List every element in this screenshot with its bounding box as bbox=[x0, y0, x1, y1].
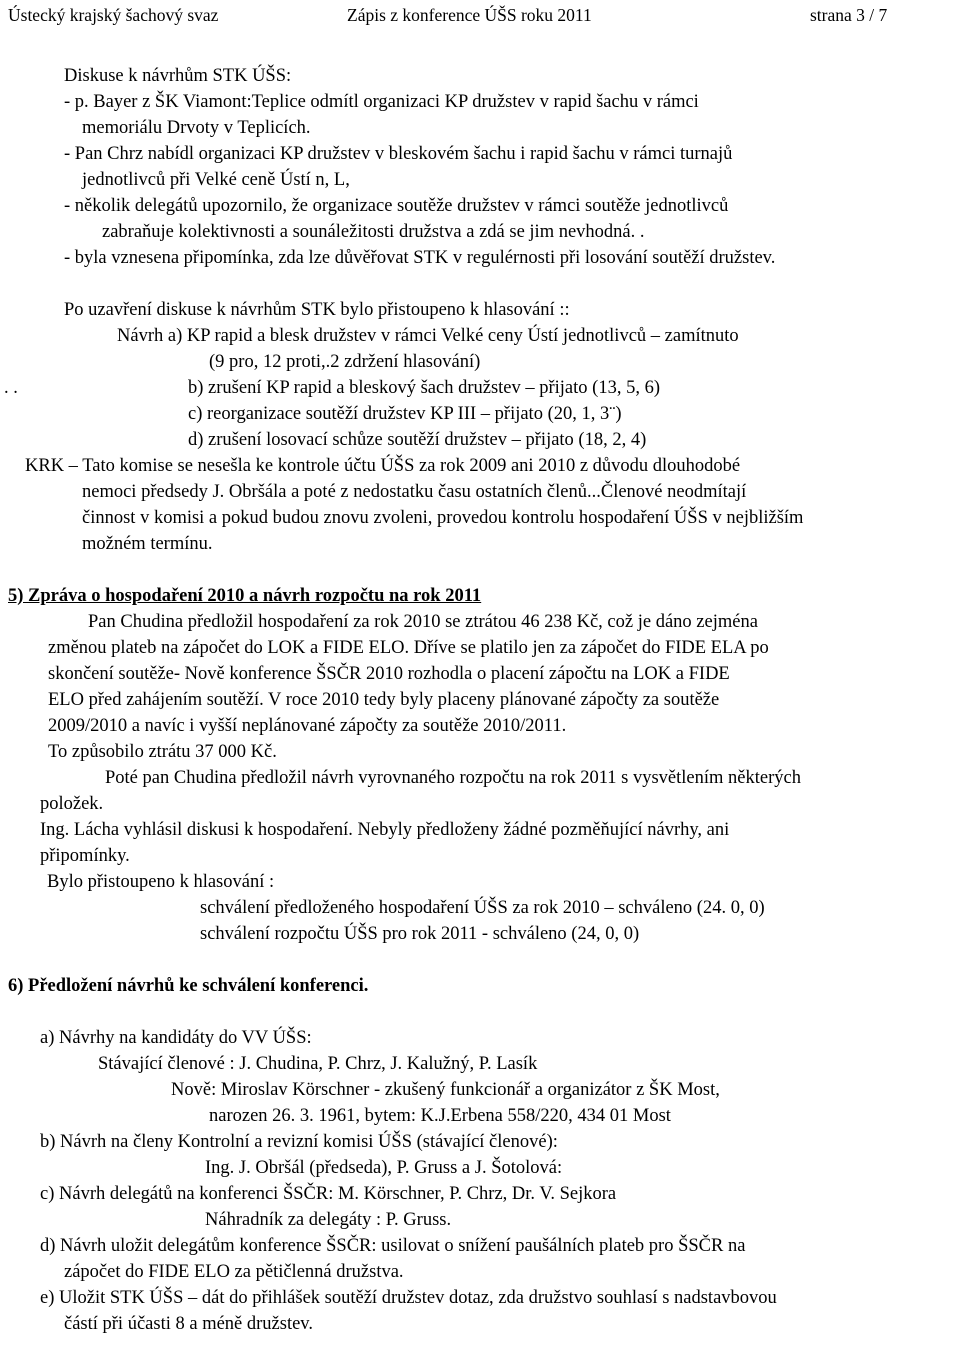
vote-item-cont: (9 pro, 12 proti,.2 zdržení hlasování) bbox=[209, 352, 481, 372]
discussion-item: - byla vznesena připomínka, zda lze důvěřovat STK v regulérnosti při losování soutěží družstev. bbox=[64, 248, 776, 268]
discussion-item-cont: memoriálu Drvoty v Teplicích. bbox=[82, 118, 311, 138]
section-6-item-cont: Stávající členové : J. Chudina, P. Chrz, J. Kalužný, P. Lasík bbox=[98, 1054, 538, 1074]
discussion-heading: Diskuse k návrhům STK ÚŠS: bbox=[64, 66, 292, 86]
section-6-item: a) Návrhy na kandidáty do VV ÚŠS: bbox=[40, 1028, 312, 1048]
krk-paragraph-cont: činnost v komisi a pokud budou znovu zvoleni, provedou kontrolu hospodaření ÚŠS v nejbližším bbox=[82, 508, 804, 528]
section-6-item-cont: Ing. J. Obršál (předseda), P. Gruss a J. Šotolová: bbox=[205, 1158, 563, 1178]
vote-item: Návrh a) KP rapid a blesk družstev v rámci Velké ceny Ústí jednotlivců – zamítnuto bbox=[117, 326, 739, 346]
header-title: Zápis z konference ÚŠS roku 2011 bbox=[347, 5, 592, 25]
section-6-heading: 6) Předložení návrhů ke schválení konferenci. bbox=[8, 976, 369, 996]
discussion-item-cont: jednotlivců při Velké ceně Ústí n, L, bbox=[82, 170, 350, 190]
section-6-item: e) Uložit STK ÚŠS – dát do přihlášek soutěží družstev dotaz, zda družstvo souhlasí s nadstavbovou bbox=[40, 1288, 777, 1308]
section-5-text: změnou plateb na zápočet do LOK a FIDE ELO. Dříve se platilo jen za zápočet do FIDE ELA po bbox=[48, 638, 769, 658]
section-5-text: Poté pan Chudina předložil návrh vyrovnaného rozpočtu na rok 2011 s vysvětlením některých bbox=[105, 768, 801, 788]
vote-item: c) reorganizace soutěží družstev KP III – přijato (20, 1, 3¨) bbox=[188, 404, 622, 424]
section-5-text: 2009/2010 a navíc i vyšší neplánované zápočty za soutěže 2010/2011. bbox=[48, 716, 567, 736]
section-5-text: ELO před zahájením soutěží. V roce 2010 tedy byly placeny plánované zápočty za soutěže bbox=[48, 690, 720, 710]
vote-item: d) zrušení losovací schůze soutěží družstev – přijato (18, 2, 4) bbox=[188, 430, 647, 450]
discussion-item: - Pan Chrz nabídl organizaci KP družstev v bleskovém šachu i rapid šachu v rámci turnajů bbox=[64, 144, 733, 164]
stray-dots: . . bbox=[4, 378, 18, 398]
header-page-number: strana 3 / 7 bbox=[810, 5, 888, 25]
section-5-text: připomínky. bbox=[40, 846, 130, 866]
section-6-item: c) Návrh delegátů na konferenci ŠSČR: M. Körschner, P. Chrz, Dr. V. Sejkora bbox=[40, 1184, 617, 1204]
section-5-vote-item: schválení rozpočtu ÚŠS pro rok 2011 - schváleno (24, 0, 0) bbox=[200, 924, 640, 944]
section-5-heading: 5) Zpráva o hospodaření 2010 a návrh rozpočtu na rok 2011 bbox=[8, 586, 482, 606]
section-6-item-cont: Náhradník za delegáty : P. Gruss. bbox=[205, 1210, 452, 1230]
section-5-text: skončení soutěže- Nově konference ŠSČR 2010 rozhodla o placení zápočtu na LOK a FIDE bbox=[48, 664, 730, 684]
section-6-item: d) Návrh uložit delegátům konference ŠSČR: usilovat o snížení paušálních plateb pro ŠSČR na bbox=[40, 1236, 746, 1256]
section-6-item: b) Návrh na členy Kontrolní a revizní komisi ÚŠS (stávající členové): bbox=[40, 1132, 558, 1152]
header-org: Ústecký krajský šachový svaz bbox=[8, 5, 219, 25]
section-5-text: Ing. Lácha vyhlásil diskusi k hospodaření. Nebyly předloženy žádné pozměňující návrhy, ani bbox=[40, 820, 730, 840]
discussion-item: - několik delegátů upozornilo, že organizace soutěže družstev v rámci soutěže jednotlivců bbox=[64, 196, 729, 216]
voting-intro: Po uzavření diskuse k návrhům STK bylo přistoupeno k hlasování :: bbox=[64, 300, 570, 320]
discussion-item-cont: zabraňuje kolektivnosti a sounáležitosti družstva a zdá se jim nevhodná. . bbox=[102, 222, 645, 242]
krk-paragraph-cont: nemoci předsedy J. Obršála a poté z nedostatku času ostatních členů...Členové neodmítají bbox=[82, 482, 747, 502]
discussion-item: - p. Bayer z ŠK Viamont:Teplice odmítl organizaci KP družstev v rapid šachu v rámci bbox=[64, 92, 699, 112]
section-5-vote-intro: Bylo přistoupeno k hlasování : bbox=[47, 872, 275, 892]
section-5-vote-item: schválení předloženého hospodaření ÚŠS za rok 2010 – schváleno (24. 0, 0) bbox=[200, 898, 765, 918]
section-5-text: položek. bbox=[40, 794, 104, 814]
section-6-item-cont: částí při účasti 8 a méně družstev. bbox=[64, 1314, 313, 1334]
section-5-text: To způsobilo ztrátu 37 000 Kč. bbox=[48, 742, 277, 762]
section-6-item-cont: narozen 26. 3. 1961, bytem: K.J.Erbena 558/220, 434 01 Most bbox=[209, 1106, 671, 1126]
krk-paragraph: KRK – Tato komise se nesešla ke kontrole účtu ÚŠS za rok 2009 ani 2010 z důvodu dlouhodobé bbox=[25, 456, 741, 476]
section-5-text: Pan Chudina předložil hospodaření za rok 2010 se ztrátou 46 238 Kč, což je dáno zejména bbox=[88, 612, 758, 632]
section-6-item-cont: Nově: Miroslav Körschner - zkušený funkcionář a organizátor z ŠK Most, bbox=[171, 1080, 720, 1100]
krk-paragraph-cont: možném termínu. bbox=[82, 534, 213, 554]
section-6-item-cont: zápočet do FIDE ELO za pětičlenná družstva. bbox=[64, 1262, 404, 1282]
vote-item: b) zrušení KP rapid a bleskový šach družstev – přijato (13, 5, 6) bbox=[188, 378, 660, 398]
